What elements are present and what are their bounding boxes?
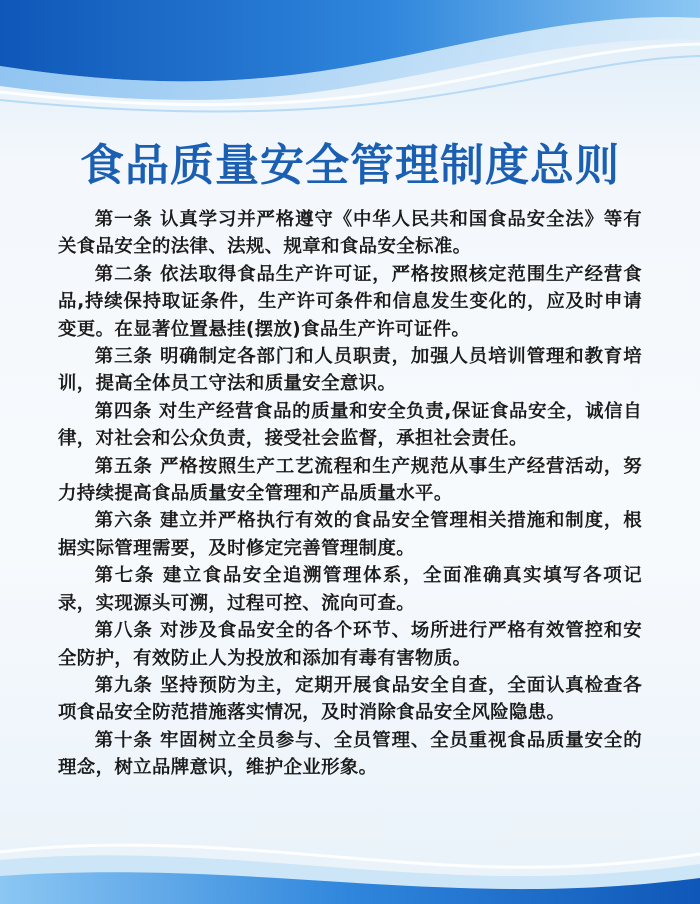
bottom-wave-decoration (0, 794, 700, 904)
article-3: 第三条 明确制定各部门和人员职责，加强人员培训管理和教育培训，提高全体员工守法和质量安全意识。 (58, 346, 642, 395)
article-4: 第四条 对生产经营食品的质量和安全负责,保证食品安全，诚信自律，对社会和公众负责，接受社会监督，承担社会责任。 (58, 400, 642, 450)
article-1: 第一条 认真学习并严格遵守《中华人民共和国食品安全法》等有关食品安全的法律、法规、规章和食品安全标准。 (58, 209, 642, 258)
articles-list (58, 206, 642, 782)
article-2: 第二条 依法取得食品生产许可证，严格按照核定范围生产经营食品,持续保持取证条件，生产许可条件和信息发生变化的，应及时申请变更。在显著位置悬挂(摆放)食品生产许可证件。 (58, 263, 642, 340)
article-6: 第六条 建立并严格执行有效的食品安全管理相关措施和制度，根据实际管理需要，及时修定完善管理制度。 (58, 510, 642, 559)
article-7: 第七条 建立食品安全追溯管理体系，全面准确真实填写各项记录，实现源头可溯，过程可控、流向可查。 (58, 565, 642, 614)
poster-title: 食品质量安全管理制度总则 (80, 140, 620, 191)
article-8: 第八条 对涉及食品安全的各个环节、场所进行严格有效管控和安全防护，有效防止人为投放和添加有毒有害物质。 (58, 620, 642, 669)
article-5: 第五条 严格按照生产工艺流程和生产规范从事生产经营活动，努力持续提高食品质量安全管理和产品质量水平。 (58, 455, 642, 505)
top-wave-decoration (0, 0, 700, 130)
article-10: 第十条 牢固树立全员参与、全员管理、全员重视食品质量安全的理念，树立品牌意识，维护企业形象。 (58, 729, 642, 779)
article-9: 第九条 坚持预防为主，定期开展食品安全自查，全面认真检查各项食品安全防范措施落实情况，及时消除食品安全风险隐患。 (58, 674, 642, 724)
